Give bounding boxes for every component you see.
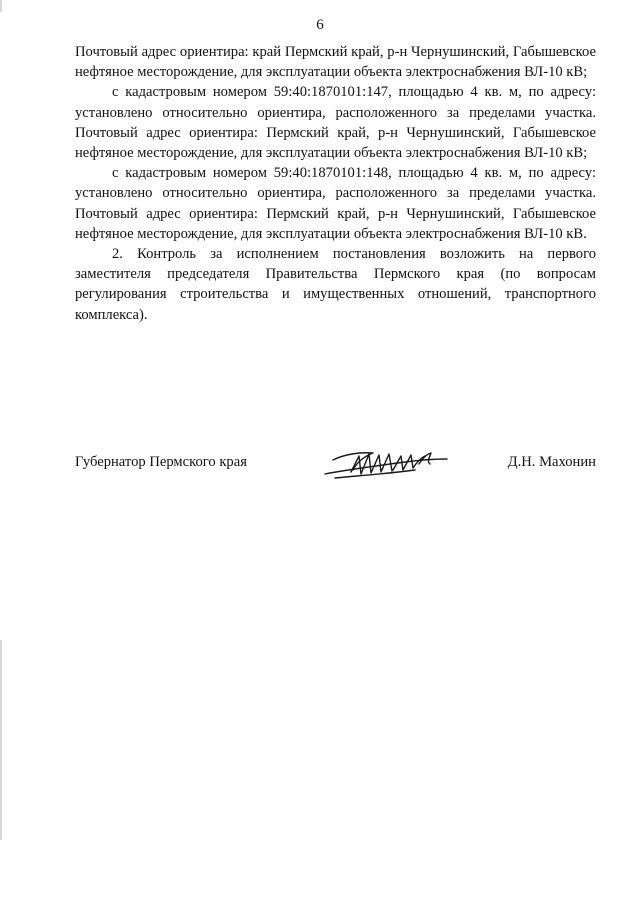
- scan-edge-mark: [0, 0, 2, 12]
- handwritten-signature-icon: [315, 440, 455, 490]
- page-number: 6: [316, 17, 324, 33]
- paragraph-plot-148: с кадастровым номером 59:40:1870101:148, площадью 4 кв. м, по адресу: установлено относительно ориентира, расположенного за пределами участка. Почтовый адрес ориентира: Пермский край, р-н Чернушинский, Габышевское нефтяное месторождение, для эксплуатации объекта электроснабжения ВЛ-10 кВ.: [75, 165, 596, 242]
- paragraph-plot-147: с кадастровым номером 59:40:1870101:147, площадью 4 кв. м, по адресу: установлено относительно ориентира, расположенного за пределами участка. Почтовый адрес ориентира: Пермский край, р-н Чернушинский, Габышевское нефтяное месторождение, для эксплуатации объекта электроснабжения ВЛ-10 кВ;: [75, 84, 596, 162]
- document-body: [75, 42, 596, 325]
- scan-edge-mark: [0, 640, 2, 840]
- signatory-name: Д.Н. Махонин: [507, 454, 596, 470]
- signatory-title: Губернатор Пермского края: [75, 454, 247, 470]
- paragraph-address-continuation: Почтовый адрес ориентира: край Пермский край, р-н Чернушинский, Габышевское нефтяное месторождение, для эксплуатации объекта электроснабжения ВЛ-10 кВ;: [75, 44, 596, 81]
- signature-block: [75, 446, 596, 496]
- paragraph-control-clause: 2. Контроль за исполнением постановления возложить на первого заместителя председателя Правительства Пермского края (по вопросам регулирования строительства и имущественных отношений, транспортного комплекса).: [75, 246, 596, 323]
